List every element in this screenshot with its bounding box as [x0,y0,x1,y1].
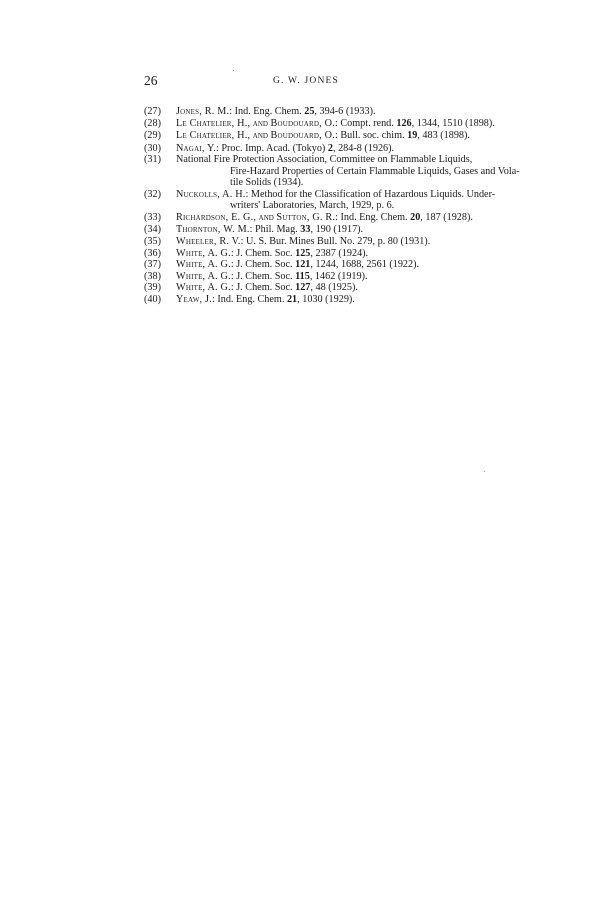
reference-source: : Ind. Eng. Chem. [211,293,287,305]
reference-33 [144,212,576,225]
reference-pages: , 1244, 1688, 2561 (1922). [310,259,420,271]
reference-volume: 125 [295,247,311,259]
reference-39 [144,282,576,294]
reference-author: Wheeler, R. V. [176,236,241,248]
reference-pages: , 284-8 (1926). [332,142,395,154]
reference-and: and [252,118,268,129]
reference-28 [144,118,576,131]
reference-author: White, A. G. [176,259,231,271]
reference-37 [144,259,576,271]
reference-source: : Compt. rend. [334,117,397,129]
reference-author: Nagai, Y. [176,142,216,154]
reference-volume: 2 [327,142,333,154]
reference-number: (34) [144,224,161,236]
reference-number: (31) [144,154,161,166]
reference-author: White, A. G. [176,282,231,294]
reference-list [144,106,576,305]
reference-pages: , 187 (1928). [420,211,473,223]
page-number: 26 [144,73,158,88]
reference-number: (40) [144,293,161,305]
reference-and: and [252,131,268,142]
reference-pages: , 483 (1898). [417,130,470,142]
reference-author: White, A. G. [176,270,231,282]
reference-source: : J. Chem. Soc. [230,270,296,282]
reference-pages: , 1344, 1510 (1898). [411,117,495,129]
reference-source: : Ind. Eng. Chem. [335,211,411,223]
reference-pages: , 2387 (1924). [310,247,369,259]
reference-pages: , 1030 (1929). [297,293,355,305]
reference-number: (27) [144,106,161,117]
reference-author-2: Boudouard, O. [270,130,335,142]
reference-29 [144,130,576,143]
reference-31 [144,154,576,189]
reference-32 [144,189,576,212]
reference-author: Yeaw, J. [176,293,212,305]
reference-author: Jones, R. M. [176,106,230,117]
reference-source: : J. Chem. Soc. [230,282,296,294]
reference-volume: 115 [295,270,310,282]
reference-number: (30) [144,142,161,154]
reference-source: : Bull. soc. chim. [334,130,408,142]
reference-source: : Proc. Imp. Acad. (Tokyo) [215,142,328,154]
reference-line-1: : Method for the Classification of Hazardous Liquids. Under- [245,188,496,200]
reference-38 [144,271,576,283]
reference-pages: , 48 (1925). [310,282,358,294]
scan-speck [233,70,234,71]
reference-pages: , 190 (1917). [310,224,364,236]
reference-source: : J. Chem. Soc. [230,259,296,271]
reference-number: (38) [144,270,161,282]
reference-number: (36) [144,247,161,259]
reference-author: Nuckolls, A. H. [176,188,246,200]
running-head: G. W. JONES [273,76,339,86]
reference-number: (39) [144,282,161,294]
reference-27 [144,106,576,118]
reference-volume: 121 [295,259,311,271]
reference-volume: 25 [304,106,315,117]
reference-34 [144,224,576,236]
reference-volume: 20 [410,211,421,223]
reference-volume: 127 [295,282,311,294]
reference-source: : U. S. Bur. Mines Bull. No. 279, p. 80 (1931). [240,236,431,248]
reference-author-2: Sutton, G. R. [276,211,336,223]
reference-number: (29) [144,130,161,142]
reference-and: and [258,212,274,223]
reference-pages: , 1462 (1919). [309,270,368,282]
reference-pages: , 394-6 (1933). [314,106,376,117]
scan-speck [484,471,485,472]
reference-line-2: writers' Laboratories, March, 1929, p. 6. [230,200,395,212]
reference-volume: 21 [286,293,298,305]
reference-author: Thornton, W. M. [176,224,250,236]
reference-35 [144,236,576,248]
reference-volume: 19 [407,130,418,142]
reference-source: : Phil. Mag. [249,224,301,236]
reference-36 [144,248,576,260]
reference-volume: 33 [300,224,311,236]
reference-source: : Ind. Eng. Chem. [229,106,305,117]
reference-number: (32) [144,188,161,200]
reference-author: Le Chatelier, H., [176,130,251,142]
reference-line-1: National Fire Protection Association, Committee on Flammable Liquids, [176,154,473,166]
reference-40 [144,294,576,306]
reference-author: White, A. G. [176,247,231,259]
reference-author: Richardson, E. G., [176,211,257,223]
reference-number: (37) [144,259,161,271]
reference-volume: 126 [396,117,412,129]
reference-number: (33) [144,211,161,223]
reference-line-2: Fire-Hazard Properties of Certain Flammable Liquids, Gases and Vola- [230,165,520,177]
reference-source: : J. Chem. Soc. [230,247,296,259]
reference-number: (28) [144,117,161,129]
reference-30 [144,143,576,155]
reference-number: (35) [144,236,161,248]
reference-line-3: tile Solids (1934). [230,177,304,189]
reference-author: Le Chatelier, H., [176,117,251,129]
reference-author-2: Boudouard, O. [270,117,335,129]
